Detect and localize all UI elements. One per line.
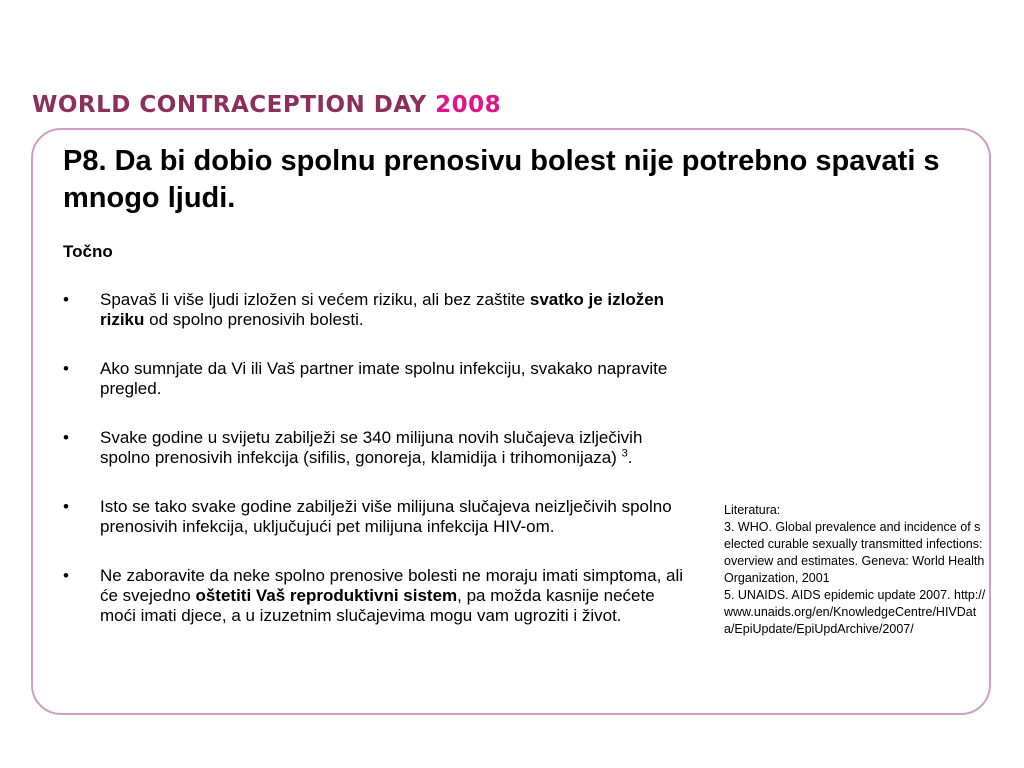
bullet-text: Isto se tako svake godine zabilježi više milijuna slučajeva neizlječivih spolno prenosivih infekcija, uključujući pet milijuna infekcija HIV-om. xyxy=(100,497,672,536)
answer-label: Točno xyxy=(63,242,113,261)
bullet-emphasis: oštetiti Vaš reproduktivni sistem xyxy=(195,586,458,605)
bullet-marker: • xyxy=(63,290,69,309)
bullet-item xyxy=(63,290,688,330)
bullet-item xyxy=(63,497,688,537)
bullet-text: Svake godine u svijetu zabilježi se 340 milijuna novih slučajeva izlječivih spolno prenosivih infekcija (sifilis, gonoreja, klamidija i trihomonijaza) xyxy=(100,428,643,467)
bullet-item xyxy=(63,359,688,399)
reference-marker: 3 xyxy=(621,447,628,460)
logo-text: WORLD CONTRACEPTION DAY xyxy=(32,92,427,118)
bullet-emphasis: svatko je izložen riziku xyxy=(100,290,665,329)
bullet-marker: • xyxy=(63,566,69,585)
bullet-text: . xyxy=(627,448,633,467)
logo-year: 2008 xyxy=(435,92,502,118)
references-heading: Literatura: xyxy=(724,503,781,517)
bullet-text: Spavaš li više ljudi izložen si većem riziku, ali bez zaštite xyxy=(100,290,530,309)
bullet-marker: • xyxy=(63,359,69,378)
bullet-text: Ako sumnjate da Vi ili Vaš partner imate spolnu infekciju, svakako napravite pregled. xyxy=(100,359,668,398)
bullet-list xyxy=(63,290,688,655)
bullet-item xyxy=(63,428,688,468)
bullet-text: od spolno prenosivih bolesti. xyxy=(144,310,364,329)
bullet-text: , pa možda kasnije nećete moći imati djece, a u izuzetnim slučajevima mogu vam ugroziti i život. xyxy=(100,586,655,625)
bullet-text: Ne zaboravite da neke spolno prenosive bolesti ne moraju imati simptoma, ali će svejedno xyxy=(100,566,684,605)
logo xyxy=(32,92,501,118)
bullet-marker: • xyxy=(63,428,69,447)
reference-item: 5. UNAIDS. AIDS epidemic update 2007. http://www.unaids.org/en/KnowledgeCentre/HIVData/EpiUpdate/EpiUpdArchive/2007/ xyxy=(724,588,986,636)
slide-title: P8. Da bi dobio spolnu prenosivu bolest nije potrebno spavati s mnogo ljudi. xyxy=(63,145,940,214)
references xyxy=(724,502,986,638)
bullet-item xyxy=(63,566,688,626)
reference-item: 3. WHO. Global prevalence and incidence of selected curable sexually transmitted infections: overview and estimates. Geneva: World Health Organization, 2001 xyxy=(724,520,985,585)
bullet-marker: • xyxy=(63,497,69,516)
